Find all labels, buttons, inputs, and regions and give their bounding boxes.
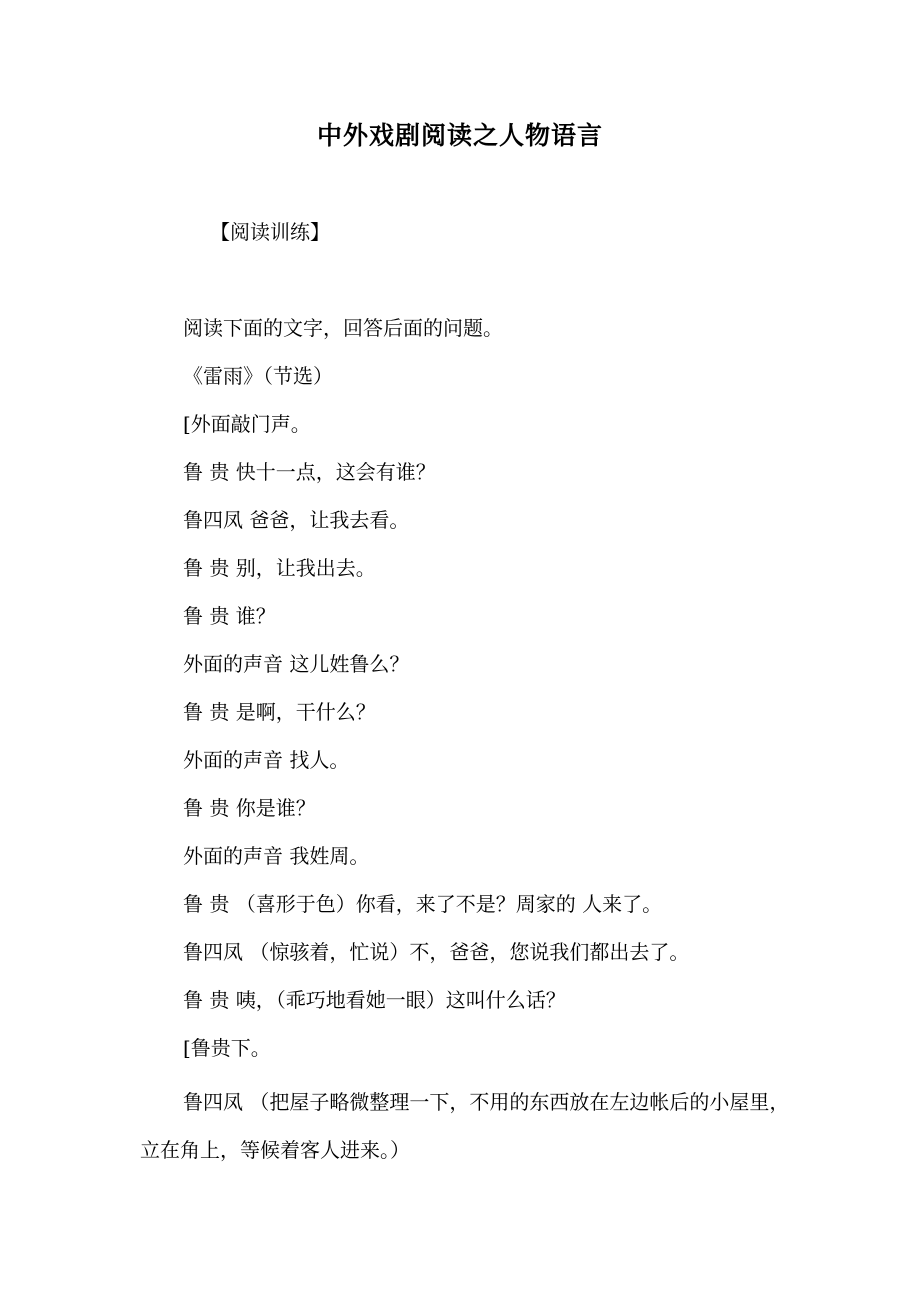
- dialogue-line: 外面的声音 这儿姓鲁么？: [183, 652, 410, 676]
- dialogue-line: 鲁四凤 爸爸，让我去看。: [183, 508, 410, 532]
- stage-direction: [外面敲门声。: [183, 412, 311, 436]
- text-body: [140, 310, 790, 1174]
- dialogue-line: 外面的声音 找人。: [183, 748, 350, 772]
- dialogue-line: 鲁四凤 （惊骇着，忙说）不，爸爸，您说我们都出去了。: [183, 940, 690, 964]
- final-paragraph: 鲁四凤 （把屋子略微整理一下，不用的东西放在左边帐后的小屋里，立在角上，等候着客人进来。）: [140, 1090, 790, 1162]
- stage-direction: [鲁贵下。: [183, 1036, 271, 1060]
- page-title: 中外戏剧阅读之人物语言: [316, 121, 603, 150]
- section-heading: 【阅读训练】: [210, 220, 330, 244]
- dialogue-line: 鲁 贵 你是谁？: [183, 796, 316, 820]
- dialogue-line: 鲁 贵 快十一点，这会有谁？: [183, 460, 436, 484]
- instruction-line: 阅读下面的文字，回答后面的问题。: [183, 316, 503, 340]
- dialogue-line: 鲁 贵 谁？: [183, 604, 276, 628]
- dialogue-line: 鲁 贵 咦，（乖巧地看她一眼）这叫什么话？: [183, 988, 566, 1012]
- dialogue-line: 鲁 贵 （喜形于色）你看，来了不是？周家的 人来了。: [183, 892, 663, 916]
- dialogue-line: 鲁 贵 是啊，干什么？: [183, 700, 376, 724]
- excerpt-title: 《雷雨》（节选）: [183, 364, 333, 388]
- dialogue-line: 鲁 贵 别，让我出去。: [183, 556, 376, 580]
- dialogue-line: 外面的声音 我姓周。: [183, 844, 370, 868]
